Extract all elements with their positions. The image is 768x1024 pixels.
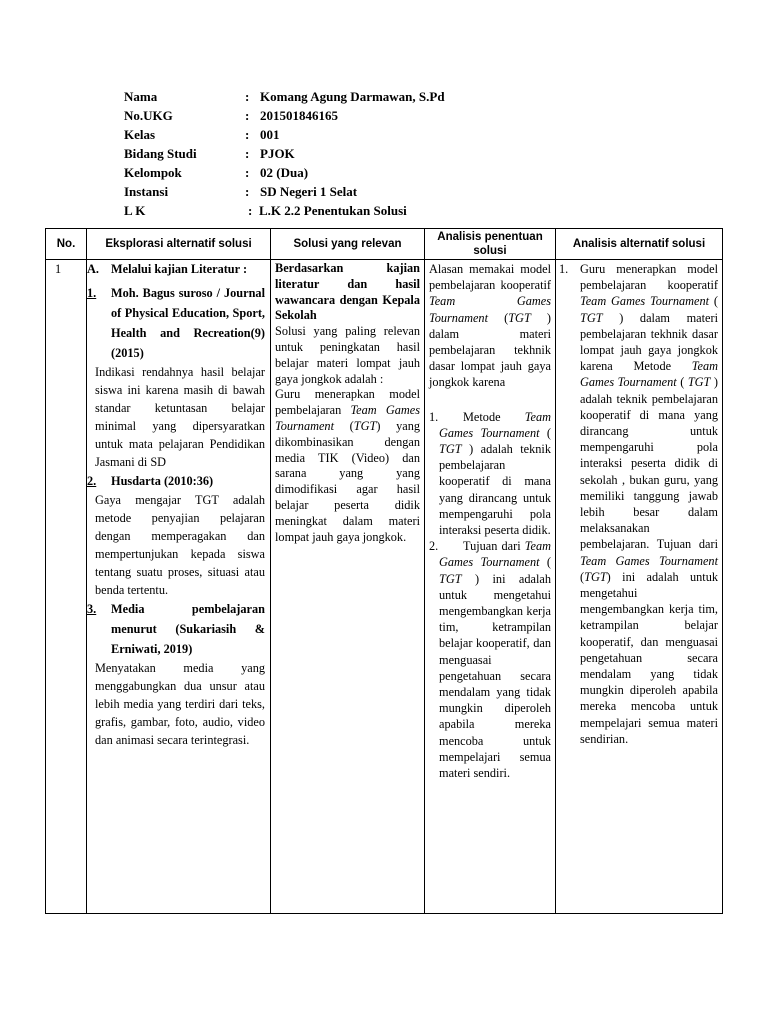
item-number: 3.	[87, 602, 97, 617]
header-solusi-relevan: Solusi yang relevan	[271, 229, 425, 260]
item-title: Media pembelajaran menurut (Sukariasih & Erniwati, 2019)	[111, 602, 265, 657]
header-analisis-penentuan: Analisis penentuan solusi	[425, 229, 556, 260]
analysis-intro: Alasan memakai model pembelajaran kooperatif Team Games Tournament (TGT ) dalam materi pembelajaran tekhnik dasar lompat jauh gaya jongkok karena	[429, 262, 551, 390]
item-title: Moh. Bagus suroso / Journal of Physical Education, Sport, Health and Recreation(9) (2015)	[111, 286, 265, 361]
cell-eksplorasi	[87, 260, 271, 914]
header-no: No.	[46, 229, 87, 260]
item-number: 1.	[559, 262, 569, 276]
info-value: Komang Agung Darmawan, S.Pd	[260, 89, 445, 104]
info-value: 02 (Dua)	[260, 165, 309, 180]
info-colon: :	[245, 184, 250, 199]
heading-marker: A.	[87, 262, 99, 276]
table-row	[46, 260, 723, 914]
info-value: 001	[260, 127, 280, 142]
info-value: 201501846165	[260, 108, 338, 123]
item-body: Gaya mengajar TGT adalah metode penyajian pelajaran dengan memperagakan dan mempertunjukan kepada siswa tentang suatu proses, situasi atau benda tertentu.	[95, 493, 265, 598]
item-number: 2.	[87, 474, 97, 489]
info-colon: :	[245, 165, 250, 180]
info-label: No.UKG	[124, 108, 173, 123]
item-body: Menyatakan media yang menggabungkan dua unsur atau lebih media yang terdiri dari teks, grafis, gambar, foto, audio, video dan animasi secara terintegrasi.	[95, 661, 265, 748]
solution-table	[45, 228, 723, 914]
info-label: Nama	[124, 89, 158, 104]
info-colon: :	[245, 146, 250, 161]
alternative-item-1: 1. Guru menerapkan model pembelajaran kooperatif Team Games Tournament ( TGT ) dalam materi pembelajaran tekhnik dasar lompat jauh gaya jongkok karena Metode Team Games Tournament ( TGT ) adalah teknik pembelajaran kooperatif di mana yang dirancang untuk mempengaruhi pola interaksi peserta didik di sekolah , bukan guru, yang memiliki tanggung jawab lebih besar dalam melaksanakan pembelajaran. Tujuan dari Team Games Tournament (TGT) ini adalah untuk mengetahui mengembangkan kerja tim, ketrampilan belajar kooperatif, dan menguasai pengetahuan secara mendalam yang tidak mungkin diperoleh apabila mereka mencoba untuk mempelajari semua materi sendirian.	[559, 262, 719, 746]
cell-solusi-relevan	[271, 260, 425, 914]
analysis-item-1: 1. Metode Team Games Tournament ( TGT ) adalah teknik pembelajaran kooperatif di mana yang dirancang untuk mempengaruhi pola interaksi peserta didik.	[429, 409, 551, 538]
literature-item-2	[87, 471, 265, 599]
cell-analisis-penentuan	[425, 260, 556, 914]
info-colon: :	[245, 108, 250, 123]
literature-heading	[87, 261, 265, 277]
info-value: SD Negeri 1 Selat	[260, 184, 358, 199]
row-number: 1	[55, 262, 62, 276]
item-title: Husdarta (2010:36)	[111, 474, 214, 489]
info-label: L K	[124, 203, 146, 218]
info-value: PJOK	[260, 146, 295, 161]
cell-row-number	[46, 260, 87, 914]
info-label: Kelas	[124, 127, 156, 142]
info-label: Instansi	[124, 184, 169, 199]
item-body: Indikasi rendahnya hasil belajar siswa ini karena masih di bawah standar ketuntasan belajar minimal yang dipersyaratkan untuk mata pelajaran Pendidikan Jasmani di SD	[95, 365, 265, 470]
analysis-item-2: 2. Tujuan dari Team Games Tournament ( TGT ) ini adalah untuk mengetahui mengembangkan kerja tim, ketrampilan belajar kooperatif, dan menguasai pengetahuan secara mendalam yang tidak mungkin diperoleh apabila mereka mencoba untuk mempelajari semua materi sendiri.	[429, 539, 552, 781]
info-label: Kelompok	[124, 165, 182, 180]
info-label: Bidang Studi	[124, 146, 197, 161]
table-header-row	[46, 229, 723, 260]
info-colon: :	[248, 203, 253, 218]
header-analisis-alternatif: Analisis alternatif solusi	[556, 229, 723, 260]
info-value: L.K 2.2 Penentukan Solusi	[259, 203, 407, 218]
info-colon: :	[245, 127, 250, 142]
solution-paragraph-2: Guru menerapkan model pembelajaran Team Games Tournament (TGT) yang dikombinasikan dengan media TIK (Video) dan sarana yang yang dimodifikasi agar hasil belajar peserta didik meningkat dalam materi lompat jauh gaya jongkok.	[275, 387, 421, 544]
solution-intro: Berdasarkan kajian literatur dan hasil wawancara dengan Kepala Sekolah	[275, 261, 420, 323]
header-eksplorasi: Eksplorasi alternatif solusi	[87, 229, 271, 260]
item-number: 1.	[87, 286, 97, 301]
info-colon: :	[245, 89, 250, 104]
literature-item-1	[87, 283, 265, 471]
heading-text: Melalui kajian Literatur :	[111, 262, 248, 276]
cell-analisis-alternatif	[556, 260, 723, 914]
solution-paragraph-1: Solusi yang paling relevan untuk peningkatan hasil belajar materi lompat jauh gaya jongkok adalah :	[275, 324, 420, 386]
literature-item-3	[87, 599, 265, 749]
